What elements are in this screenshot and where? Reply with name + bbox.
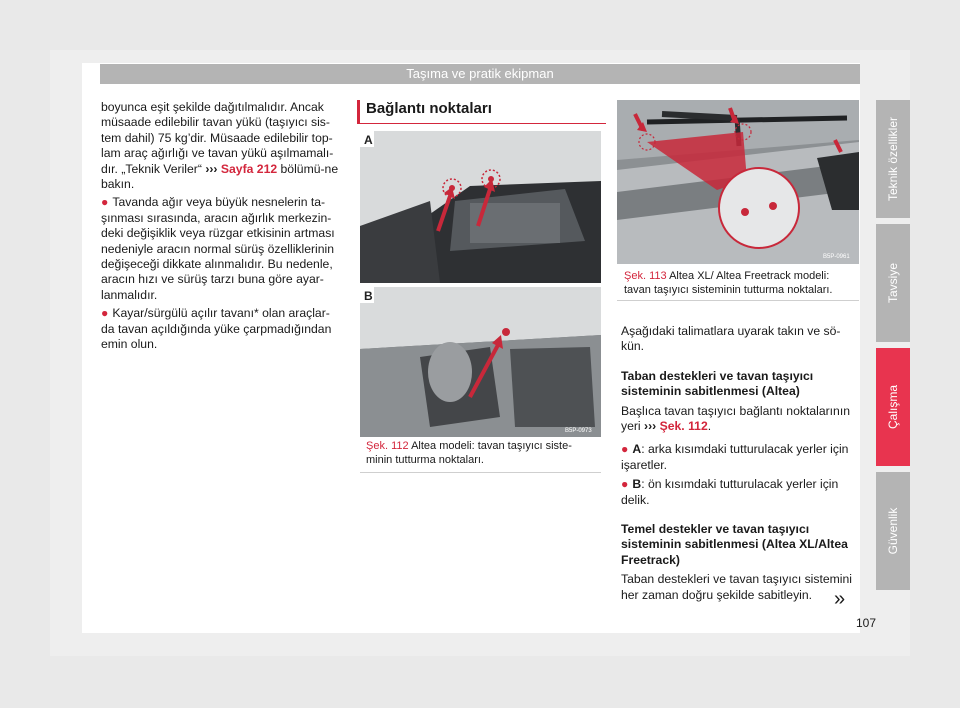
- right-bullet-a: [621, 442, 857, 473]
- left-text-b: bölümü-ne bakın.: [101, 161, 339, 192]
- figure-113-caption: [624, 270, 856, 297]
- subheading-altea-xl: Temel destekler ve tavan taşıyıcı sisteminin sabitlenmesi (Altea XL/Altea Freetrack): [621, 522, 848, 567]
- ref-arrows: ›››: [644, 419, 657, 434]
- figure-112-caption: [366, 440, 598, 467]
- left-text-a: boyunca eşit şekilde dağıtılmalıdır. Ancak müsaade edilebilir tavan yükü (taşıyıcı sis-tem dahil) 75 kg’dir. Müsaade edilebilir top-lam araç ağırlığı ve tavan yükü aşılmamalı-dır. „Teknik Veriler“: [101, 100, 334, 176]
- page-header: Taşıma ve pratik ekipman: [100, 64, 860, 84]
- figure-label-a: A: [364, 133, 373, 147]
- bullet-text: : ön kısımdaki tutturulacak yerler için delik.: [621, 477, 839, 507]
- caption-divider: [617, 300, 859, 301]
- bullet-icon: ●: [621, 477, 629, 492]
- section-title: Bağlantı noktaları: [357, 100, 606, 124]
- bullet-key: A: [632, 442, 642, 457]
- ref-link-sayfa[interactable]: Sayfa 212: [220, 161, 278, 176]
- bullet-icon: ●: [101, 195, 109, 210]
- right-paragraph-2: Taban destekleri ve tavan taşıyıcı sistemini her zaman doğru şekilde sabitleyin.: [621, 572, 852, 602]
- subheading-altea: Taban destekleri ve tavan taşıyıcı sisteminin sabitlenmesi (Altea): [621, 368, 814, 399]
- figure-112-b: [360, 287, 601, 437]
- left-paragraph: [101, 100, 341, 192]
- figure-113: [617, 100, 859, 264]
- figure-code: B5P-0973: [565, 428, 592, 434]
- tab-teknik-ozellikler[interactable]: [876, 100, 910, 218]
- left-bullet-2: [101, 306, 341, 352]
- ref-arrows: ›››: [205, 161, 218, 176]
- tab-label: Çalışma: [886, 384, 900, 430]
- figure-label-b: B: [364, 289, 373, 303]
- tab-label: Güvenlik: [886, 507, 900, 555]
- left-bullet-1: [101, 195, 341, 303]
- bullet-key: B: [632, 477, 642, 492]
- figure-112-a: [360, 131, 601, 283]
- figure-code: B5P-0961: [823, 254, 850, 260]
- right-text: Başlıca tavan taşıyıcı bağlantı noktalarının yeri: [621, 403, 850, 434]
- page-number: 107: [856, 616, 877, 630]
- caption-text: Altea XL/ Altea Freetrack modeli: tavan taşıyıcı sisteminin tutturma noktaları.: [624, 270, 833, 296]
- bullet-icon: ●: [101, 306, 109, 321]
- tab-label: Tavsiye: [886, 262, 900, 304]
- right-paragraph-1: [621, 404, 857, 435]
- bullet-text: Tavanda ağır veya büyük nesnelerin ta-şınması sırasında, aracın ağırlık merkezin-deki değişiklik veya rüzgar etkisinin artması nedeniyle aracın normal sürüş özelliklerinin değişeceği dikkate alınmalıdır. Bu nedenle, aracın hızı ve sürüş tarzı buna göre ayar-lanmalıdır.: [101, 195, 335, 302]
- caption-label: Şek. 113: [624, 270, 667, 282]
- caption-label: Şek. 112: [366, 440, 409, 452]
- bullet-text: Kayar/sürgülü açılır tavanı* olan araçlar-da tavan açıldığında yüke çarpmadığından emin olun.: [101, 306, 332, 352]
- intro-text: Aşağıdaki talimatlara uyarak takın ve sö-kün.: [621, 324, 841, 354]
- tab-tavsiye[interactable]: [876, 224, 910, 342]
- continue-marker: »: [834, 588, 846, 610]
- ref-link-figure[interactable]: Şek. 112: [659, 419, 708, 434]
- caption-divider: [360, 472, 601, 473]
- caption-text: Altea modeli: tavan taşıyıcı siste-minin tutturma noktaları.: [366, 440, 572, 466]
- bullet-text: : arka kısımdaki tutturulacak yerler için işaretler.: [621, 442, 849, 472]
- tab-guvenlik[interactable]: [876, 472, 910, 590]
- bullet-icon: ●: [621, 442, 629, 457]
- period: .: [707, 419, 712, 434]
- left-column: [101, 100, 341, 353]
- right-bullet-b: [621, 477, 857, 508]
- right-column: [621, 324, 857, 603]
- tab-calisma[interactable]: [876, 348, 910, 466]
- tab-label: Teknik özellikler: [886, 116, 900, 202]
